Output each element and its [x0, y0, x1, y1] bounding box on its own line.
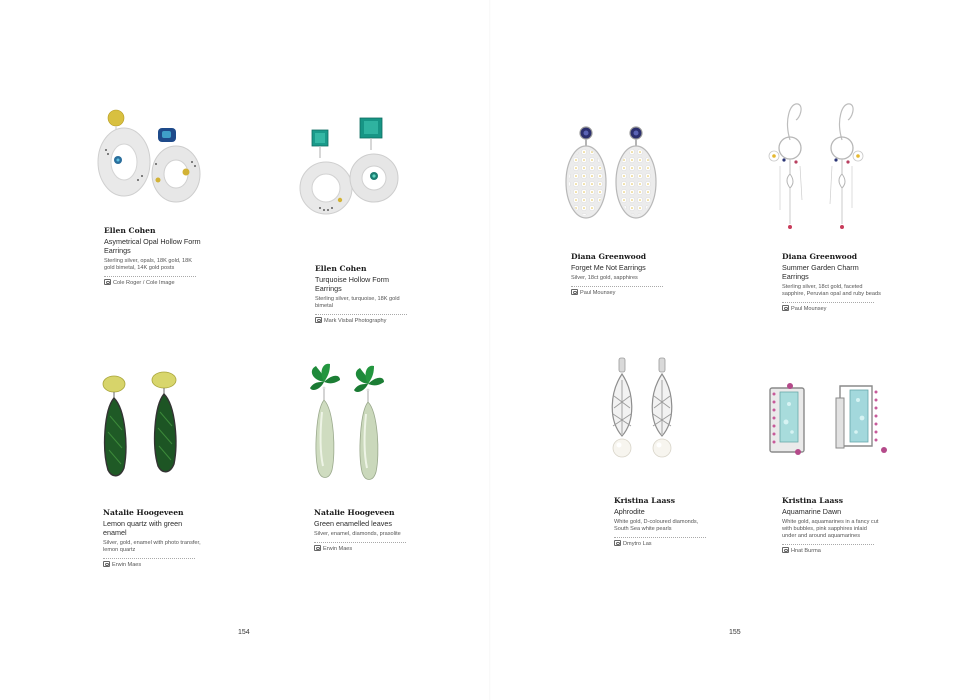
photo-credit-text: Erwin Maes — [112, 562, 142, 568]
caption-kristina-laass-aphrodite — [614, 496, 714, 548]
piece-title: Asymetrical Opal Hollow Form Earrings — [104, 237, 201, 255]
artist-name: Diana Greenwood — [782, 252, 858, 261]
page-number-left: 154 — [238, 629, 250, 636]
lemon-quartz-earrings-image — [100, 370, 190, 488]
caption-natalie-hoogeveen-green-leaves — [314, 508, 414, 553]
camera-icon — [103, 561, 110, 567]
artist-name: Natalie Hoogeveen — [314, 508, 395, 517]
piece-title: Forget Me Not Earrings — [571, 263, 646, 272]
photo-credit-text: Erwin Maes — [323, 546, 353, 552]
caption-ellen-cohen-turquoise — [315, 264, 415, 325]
caption-natalie-hoogeveen-lemon-quartz — [103, 508, 203, 569]
photo-credit — [782, 305, 882, 313]
piece-materials: White gold, aquamarines in a fancy cut with bubbles, pink sapphires inlaid under and around aquamarines — [782, 519, 879, 539]
piece-materials: Sterling silver, 18ct gold, faceted sapphire, Peruvian opal and ruby beads — [782, 284, 881, 297]
piece-materials: Silver, gold, enamel with photo transfer, lemon quartz — [103, 540, 201, 553]
caption-divider — [782, 544, 874, 545]
caption-divider — [314, 542, 406, 543]
artist-name: Natalie Hoogeveen — [103, 508, 184, 517]
piece-title: Aquamarine Dawn — [782, 507, 842, 516]
artist-name: Diana Greenwood — [571, 252, 647, 261]
artist-name: Ellen Cohen — [104, 226, 156, 235]
photo-credit-text: Mark Visbal Photography — [324, 318, 387, 324]
caption-divider — [104, 276, 196, 277]
photo-credit — [314, 545, 414, 553]
camera-icon — [782, 547, 789, 553]
piece-materials: Silver, enamel, diamonds, prasolite — [314, 531, 401, 537]
camera-icon — [104, 279, 111, 285]
artist-name: Kristina Laass — [614, 496, 675, 505]
piece-materials: Sterling silver, opals, 18K gold, 18K gold bimetal, 14K gold posts — [104, 258, 192, 271]
artist-name: Ellen Cohen — [315, 264, 367, 273]
caption-divider — [782, 302, 874, 303]
camera-icon — [314, 545, 321, 551]
caption-divider — [571, 286, 663, 287]
piece-title: Green enamelled leaves — [314, 519, 392, 528]
camera-icon — [315, 317, 322, 323]
photo-credit-text: Hnat Burma — [791, 548, 821, 554]
piece-title: Lemon quartz with green enamel — [103, 519, 183, 537]
artist-name: Kristina Laass — [782, 496, 843, 505]
photo-credit-text: Cole Roger / Cole Image — [113, 280, 175, 286]
green-leaves-earrings-image — [306, 362, 396, 490]
photo-credit-text: Dmytro Las — [623, 541, 652, 547]
caption-kristina-laass-aquamarine — [782, 496, 882, 555]
photo-credit — [104, 279, 204, 287]
caption-divider — [614, 537, 706, 538]
camera-icon — [571, 289, 578, 295]
photo-credit — [571, 289, 671, 297]
photo-credit-text: Paul Mounsey — [580, 290, 616, 296]
caption-ellen-cohen-opal — [104, 226, 204, 287]
photo-credit-text: Paul Mounsey — [791, 306, 827, 312]
caption-diana-greenwood-forget-me-not — [571, 252, 671, 297]
aquamarine-dawn-earrings-image — [764, 378, 894, 463]
turquoise-hollow-earrings-image — [300, 112, 410, 222]
piece-title: Summer Garden Charm Earrings — [782, 263, 859, 281]
caption-divider — [103, 558, 195, 559]
opal-hollow-earrings-image — [98, 110, 208, 205]
photo-credit — [315, 317, 415, 325]
camera-icon — [614, 540, 621, 546]
piece-title: Turquoise Hollow Form Earrings — [315, 275, 390, 293]
photo-credit — [782, 547, 882, 555]
forget-me-not-earrings-image — [564, 124, 664, 242]
piece-materials: Silver, 18ct gold, sapphires — [571, 275, 638, 281]
piece-materials: White gold, D-coloured diamonds, South Sea white pearls — [614, 519, 699, 532]
caption-divider — [315, 314, 407, 315]
photo-credit — [614, 540, 714, 548]
summer-garden-charm-earrings-image — [760, 100, 875, 240]
camera-icon — [782, 305, 789, 311]
piece-materials: Sterling silver, turquoise, 18K gold bimetal — [315, 296, 400, 309]
aphrodite-earrings-image — [604, 356, 684, 468]
caption-diana-greenwood-summer-garden — [782, 252, 882, 313]
piece-title: Aphrodite — [614, 507, 645, 516]
page-number-right: 155 — [729, 629, 741, 636]
photo-credit — [103, 561, 203, 569]
